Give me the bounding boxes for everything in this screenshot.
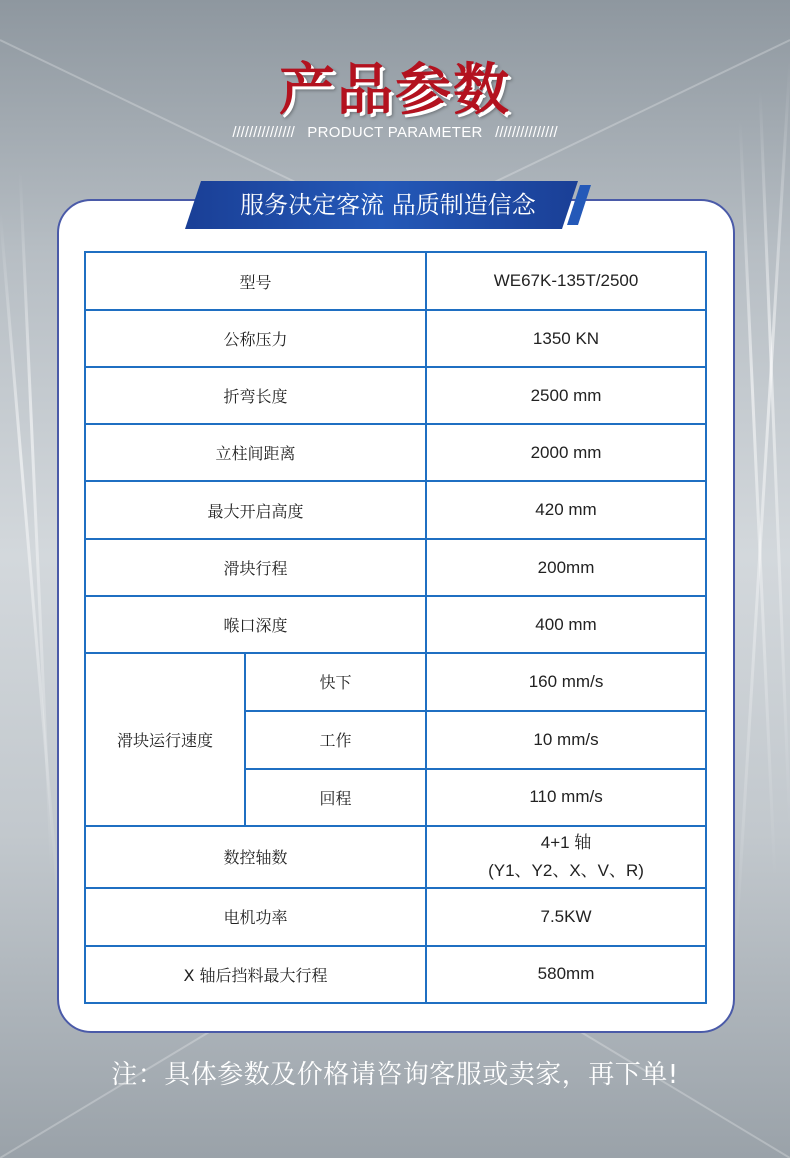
banner-slogan: 服务决定客流 品质制造信念 [240, 191, 536, 219]
row-value: 200mm [426, 539, 706, 596]
subtitle-deco-right: /////////////// [495, 124, 558, 141]
table-row [85, 367, 706, 424]
subtitle-deco-left: /////////////// [232, 124, 295, 141]
page-title: 产品参数 [279, 58, 511, 123]
subtitle-text: PRODUCT PARAMETER [307, 124, 483, 141]
row-value: 400 mm [426, 596, 706, 653]
row-value: 420 mm [426, 481, 706, 539]
table-row [85, 539, 706, 596]
row-value: 10 mm/s [426, 711, 706, 769]
speed-group-label: 滑块运行速度 [85, 653, 245, 825]
axis-list: (Y1、Y2、X、V、R) [488, 860, 644, 880]
row-value: 2500 mm [426, 367, 706, 424]
row-label: 数控轴数 [85, 826, 426, 888]
parameter-table [84, 251, 707, 1004]
page-subtitle [0, 124, 790, 141]
table-row [85, 653, 706, 710]
row-label: 折弯长度 [85, 367, 426, 424]
row-label: 电机功率 [85, 888, 426, 946]
row-value: 580mm [426, 946, 706, 1003]
row-label: X 轴后挡料最大行程 [85, 946, 426, 1003]
table-row [85, 424, 706, 481]
row-label: 公称压力 [85, 310, 426, 367]
footer-note: 注：具体参数及价格请咨询客服或卖家，再下单! [111, 1060, 679, 1090]
row-value: 2000 mm [426, 424, 706, 481]
row-value: 7.5KW [426, 888, 706, 946]
table-row [85, 826, 706, 888]
row-value: 160 mm/s [426, 653, 706, 710]
table-row [85, 946, 706, 1003]
table-row [85, 310, 706, 367]
row-value: WE67K-135T/2500 [426, 252, 706, 310]
row-value: 110 mm/s [426, 769, 706, 826]
row-label: 型号 [85, 252, 426, 310]
row-label: 立柱间距离 [85, 424, 426, 481]
speed-sub-label: 快下 [245, 653, 426, 710]
speed-sub-label: 回程 [245, 769, 426, 826]
table-row [85, 888, 706, 946]
row-label: 最大开启高度 [85, 481, 426, 539]
table-row [85, 596, 706, 653]
row-label: 滑块行程 [85, 539, 426, 596]
row-value: 1350 KN [426, 310, 706, 367]
table-row [85, 481, 706, 539]
axis-count: 4+1 轴 [540, 832, 592, 852]
row-label: 喉口深度 [85, 596, 426, 653]
table-row [85, 252, 706, 310]
speed-sub-label: 工作 [245, 711, 426, 769]
row-value [426, 826, 706, 888]
